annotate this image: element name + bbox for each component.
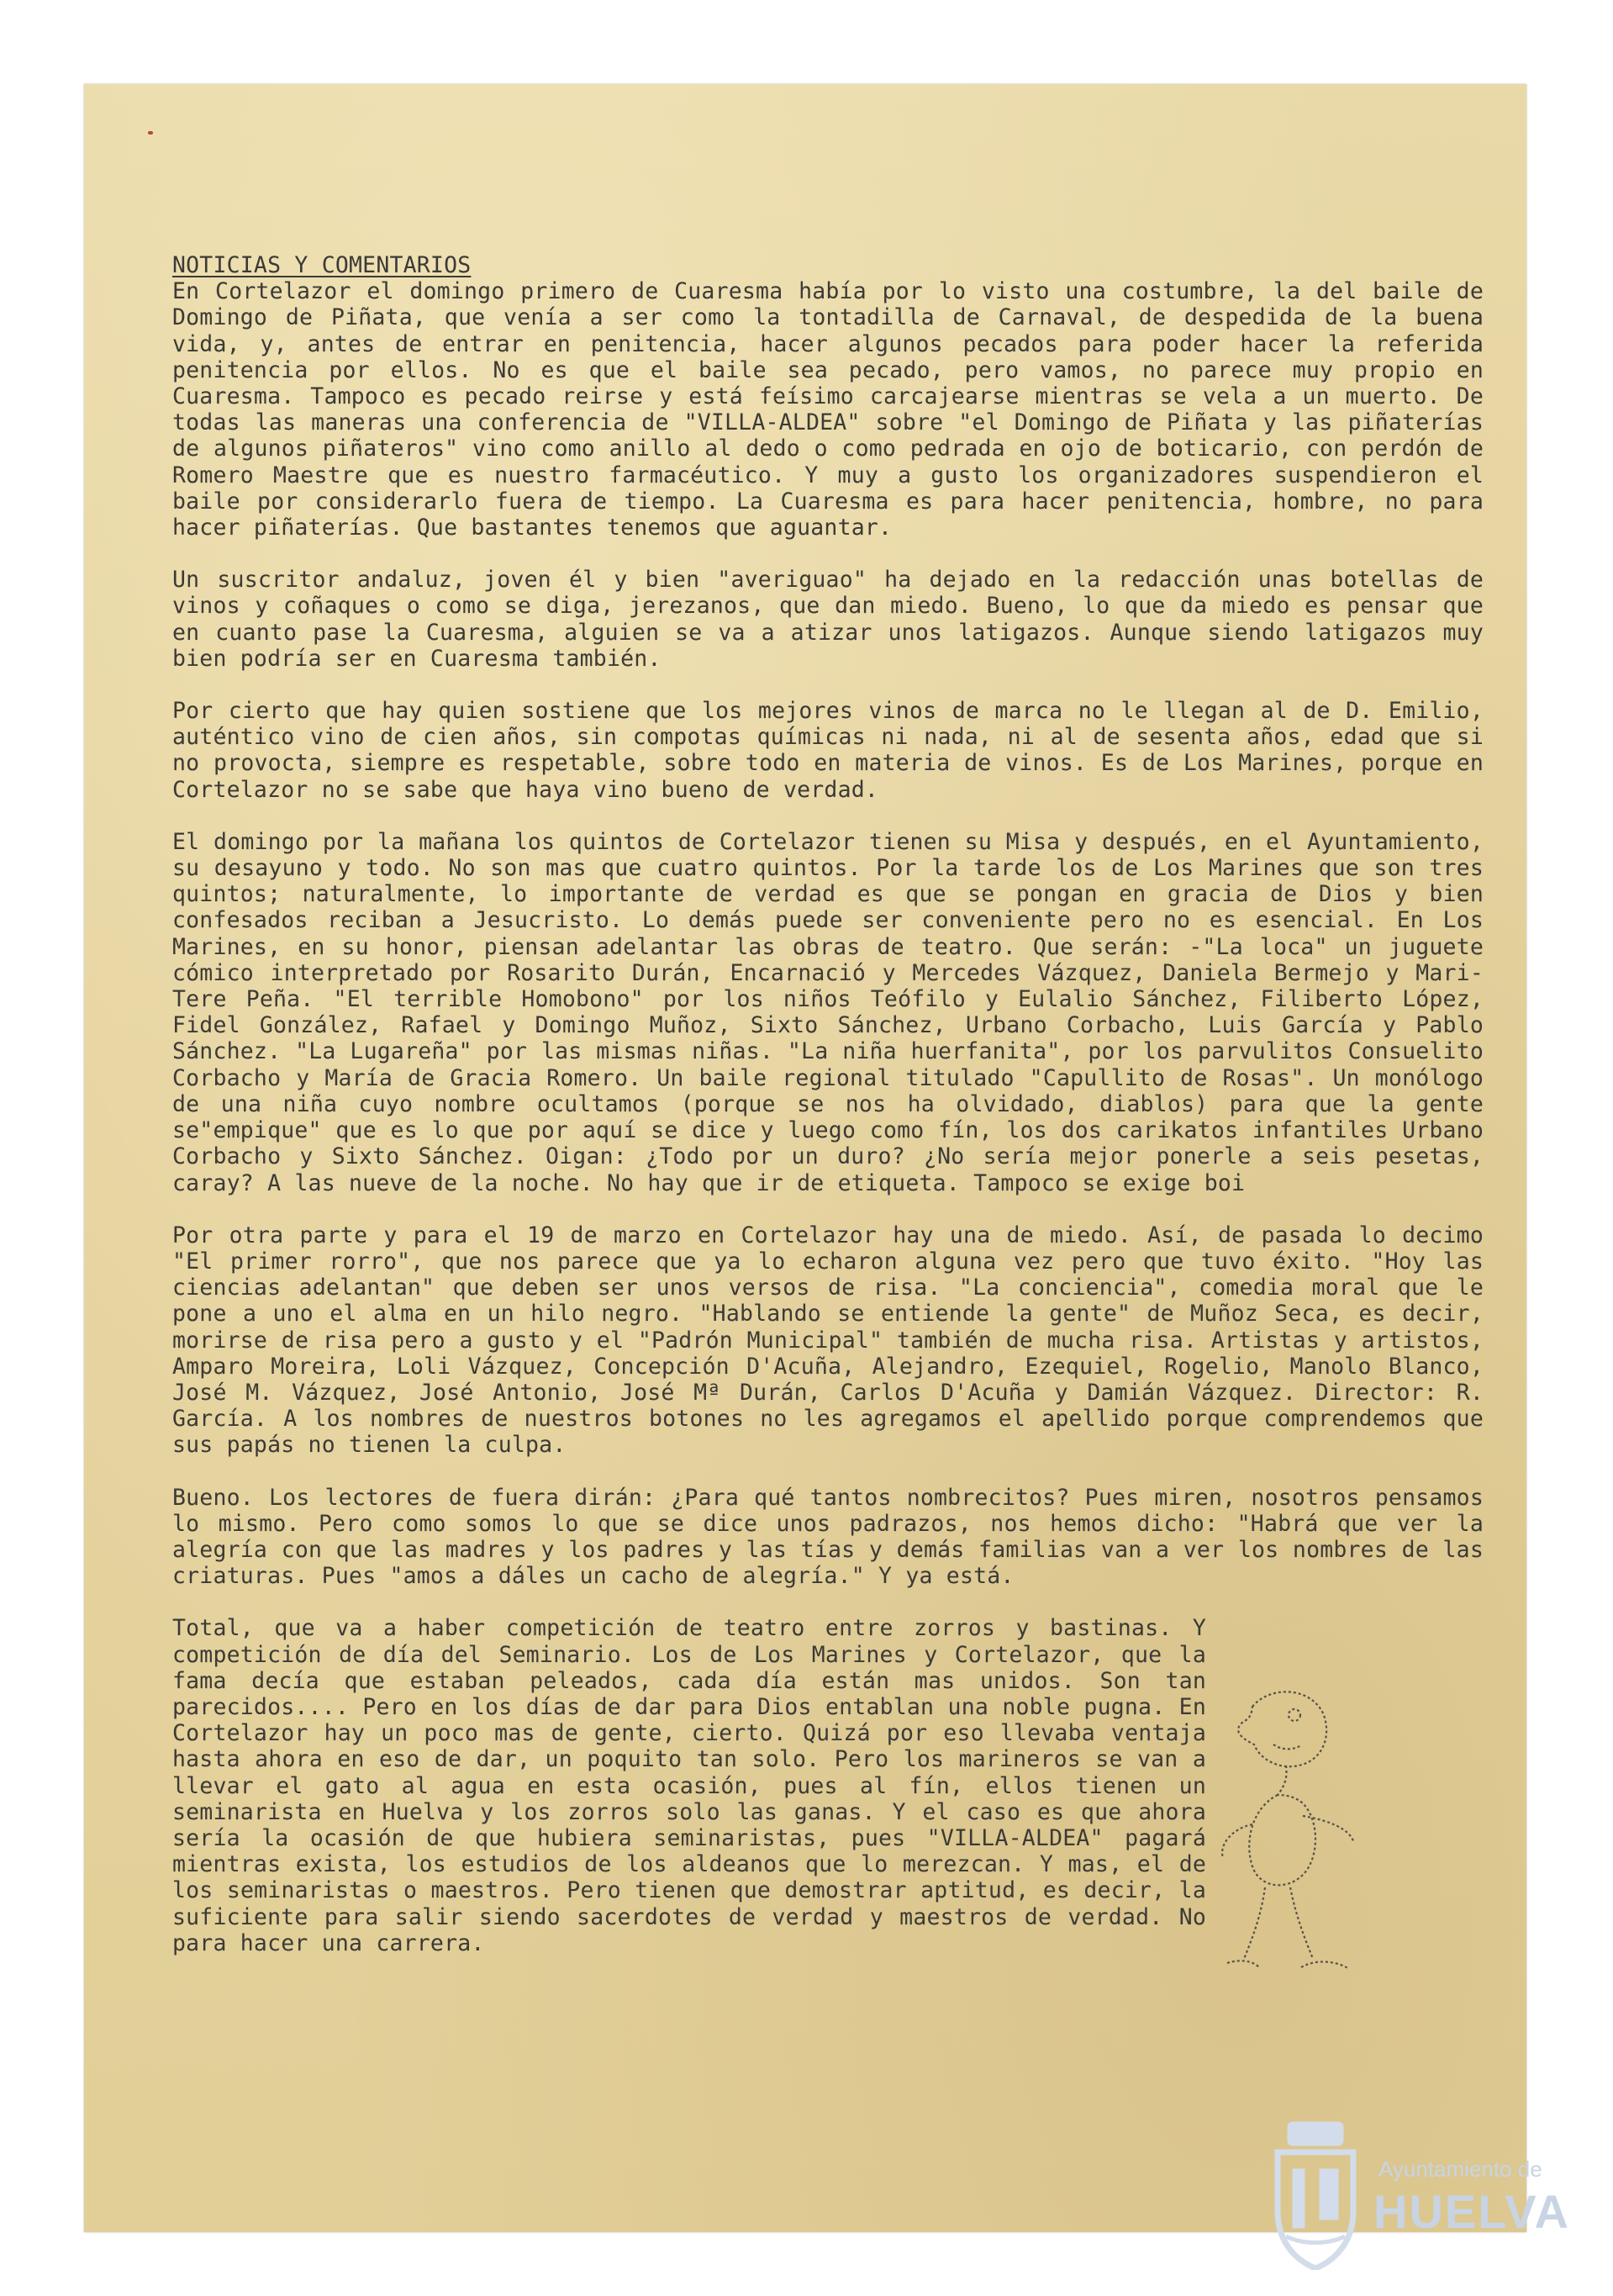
paragraph-5: Por otra parte y para el 19 de marzo en Cortelazor hay una de miedo. Así, de pasada lo decimo "El primer rorro", que nos parece que ya lo echaron alguna vez pero que tuvo éxito. "Hoy las ciencias adelantan" que deben ser unos versos de risa. "La conciencia", comedia moral que le pone a uno el alma en un hilo negro. "Hablando se entiende la gente" de Muñoz Seca, es decir, morirse de risa pero a gusto y el "Padrón Municipal" también de mucha risa. Artistas y artistos, Amparo Moreira, Loli Vázquez, Concepción D'Acuña, Alejandro, Ezequiel, Rogelio, Manolo Blanco, José M. Vázquez, José Antonio, José Mª Durán, Carlos D'Acuña y Damián Vázquez. Director: R. García. A los nombres de nuestros botones no les agregamos el apellido porque comprendemos que sus papás no tienen la culpa.: [172, 1222, 1484, 1459]
paragraph-1: En Cortelazor el domingo primero de Cuaresma había por lo visto una costumbre, la del baile de Domingo de Piñata, que venía a ser como la tontadilla de Carnaval, de despedida de la buena vida, y, antes de entrar en penitencia, hacer algunos pecados para poder hacer la referida penitencia por ellos. No es que el baile sea pecado, pero vamos, no parece muy propio en Cuaresma. Tampoco es pecado reirse y está feísimo carcajearse mientras se vela a un muerto. De todas las maneras una conferencia de "VILLA-ALDEA" sobre "el Domingo de Piñata y las piñaterías de algunos piñateros" vino como anillo al dedo o como pedrada en ojo de boticario, con perdón de Romero Maestre que es nuestro farmacéutico. Y muy a gusto los organizadores suspendieron el baile por considerarlo fuera de tiempo. La Cuaresma es para hacer penitencia, hombre, no para hacer piñaterías. Que bastantes tenemos que aguantar.: [172, 278, 1484, 541]
ink-spot: [148, 131, 153, 135]
article-heading: NOTICIAS Y COMENTARIOS: [172, 252, 472, 278]
watermark-line-2: HUELVA: [1373, 2185, 1570, 2238]
watermark-line-1: Ayuntamiento de: [1378, 2156, 1542, 2182]
paragraph-3: Por cierto que hay quien sostiene que los mejores vinos de marca no le llegan al de D. Emilio, auténtico vino de cien años, sin compotas químicas ni nada, ni al de sesenta años, edad que si no provocta, siempre es respetable, sobre todo en materia de vinos. Es de Los Marines, porque en Cortelazor no se sabe que haya vino bueno de verdad.: [172, 698, 1484, 803]
paragraph-4: El domingo por la mañana los quintos de Cortelazor tienen su Misa y después, en el Ayuntamiento, su desayuno y todo. No son mas que cuatro quintos. Por la tarde los de Los Marines que son tres quintos; naturalmente, lo importante de verdad es que se pongan en gracia de Dios y bien confesados reciban a Jesucristo. Lo demás puede ser conveniente pero no es esencial. En Los Marines, en su honor, piensan adelantar las obras de teatro. Que serán: -"La loca" un juguete cómico interpretado por Rosarito Durán, Encarnació y Mercedes Vázquez, Daniela Bermejo y Mari-Tere Peña. "El terrible Homobono" por los niños Teófilo y Eulalio Sánchez, Filiberto López, Fidel González, Rafael y Domingo Muñoz, Sixto Sánchez, Urbano Corbacho, Luis García y Pablo Sánchez. "La Lugareña" por las mismas niñas. "La niña huerfanita", por los parvulitos Consuelito Corbacho y María de Gracia Romero. Un baile regional titulado "Capullito de Rosas". Un monólogo de una niña cuyo nombre ocultamos (porque se nos ha olvidado, diablos) para que la gente se"empique" que es lo que por aquí se dice y luego como fín, los dos carikatos infantiles Urbano Corbacho y Sixto Sánchez. Oigan: ¿Todo por un duro? ¿No sería mejor ponerle a seis pesetas, caray? A las nueve de la noche. No hay que ir de etiqueta. Tampoco se exige boi: [172, 828, 1484, 1196]
ayuntamiento-huelva-watermark: [1269, 2110, 1589, 2278]
paragraph-6: Bueno. Los lectores de fuera dirán: ¿Para qué tantos nombrecitos? Pues miren, nosotros pensamos lo mismo. Pero como somos lo que se dice unos padrazos, nos hemos dicho: "Habrá que ver la alegría con que las madres y los padres y las tías y demás familias van a ver los nombres de las criaturas. Pues "amos a dáles un cacho de alegría." Y ya está.: [172, 1484, 1484, 1590]
cartoon-figure-illustration: [1194, 1681, 1362, 1993]
paragraph-7: Total, que va a haber competición de teatro entre zorros y bastinas. Y competición de día del Seminario. Los de Los Marines y Cortelazor, que la fama decía que estaban peleados, cada día están mas unidos. Son tan parecidos.... Pero en los días de dar para Dios entablan una noble pugna. En Cortelazor hay un poco mas de gente, cierto. Quizá por eso llevaba ventaja hasta ahora en eso de dar, un poquito tan solo. Pero los marineros se van a llevar el gato al agua en esta ocasión, pues al fín, ellos tienen un seminarista en Huelva y los zorros solo las ganas. Y el caso es que ahora sería la ocasión de que hubiera seminaristas, pues "VILLA-ALDEA" pagará mientras exista, los estudios de los aldeanos que lo merezcan. Y mas, el de los seminaristas o maestros. Pero tienen que demostrar aptitud, es decir, la suficiente para salir siendo sacerdotes de verdad y maestros de verdad. No para hacer una carrera.: [172, 1615, 1206, 1956]
paragraph-2: Un suscritor andaluz, joven él y bien "averiguao" ha dejado en la redacción unas botellas de vinos y coñaques o como se diga, jerezanos, que dan miedo. Bueno, lo que da miedo es pensar que en cuanto pase la Cuaresma, alguien se va a atizar unos latigazos. Aunque siendo latigazos muy bien podría ser en Cuaresma también.: [172, 567, 1484, 672]
coat-of-arms-icon: [1269, 2119, 1362, 2270]
